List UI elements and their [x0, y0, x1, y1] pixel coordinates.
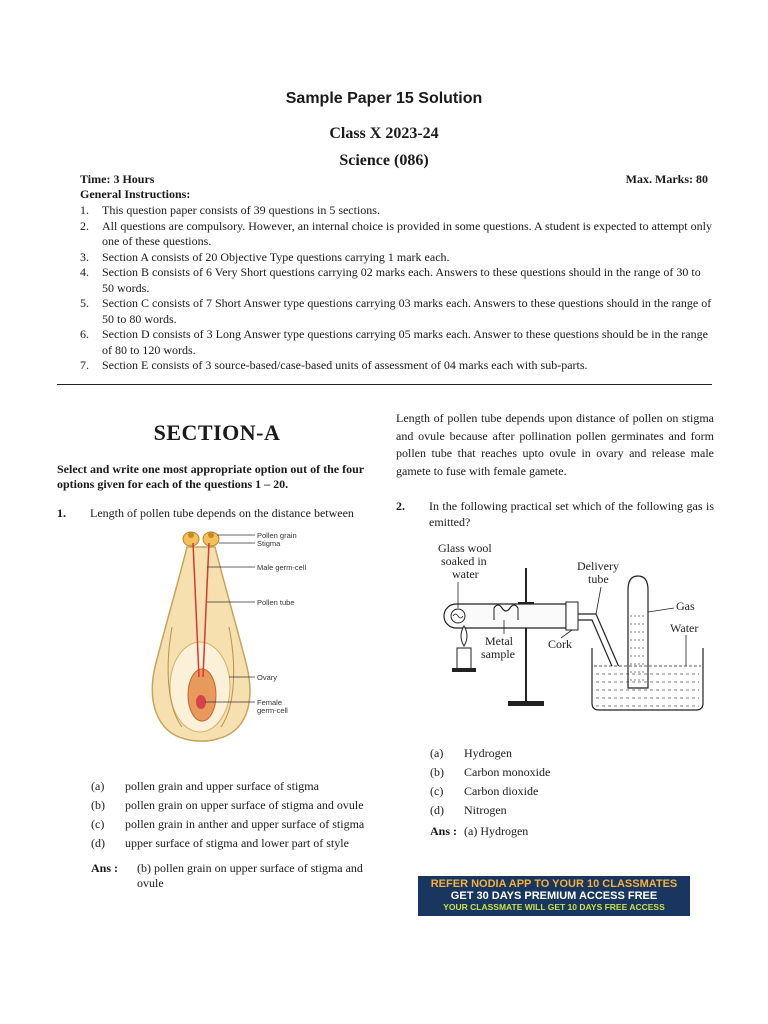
label-pollen-grain: Pollen grain [257, 531, 297, 540]
instructions-list [80, 203, 714, 374]
instruction-item [80, 327, 714, 358]
instruction-item [80, 203, 714, 219]
promo-banner[interactable] [418, 876, 690, 916]
label-cork: Cork [548, 637, 572, 651]
question-number: 2. [396, 499, 405, 513]
instruction-text: Section A consists of 20 Objective Type questions carrying 1 mark each. [102, 249, 450, 264]
gas-apparatus-figure [396, 538, 714, 738]
option-item [57, 779, 377, 794]
instruction-num: 6. [80, 327, 89, 341]
instruction-item [80, 219, 714, 250]
option-text: Carbon dioxide [464, 784, 539, 798]
answer-label: Ans : [91, 861, 119, 875]
q1-explanation: Length of pollen tube depends upon distance of pollen on stigma and ovule because after pollination pollen germinates and form pollen tube that reaches upto ovule in ovary and release male gamete to fuse with female gamete. [396, 411, 714, 478]
instruction-num: 5. [80, 296, 89, 310]
label-delivery-1: Delivery [577, 559, 619, 573]
question-number: 1. [57, 506, 66, 520]
section-a-heading: SECTION-A [153, 420, 281, 445]
instruction-num: 3. [80, 249, 89, 264]
question-1 [57, 506, 377, 521]
label-glass-wool-1: Glass wool [438, 541, 492, 555]
instruction-text: This question paper consists of 39 questions in 5 sections. [102, 203, 380, 217]
banner-line-3: YOUR CLASSMATE WILL GET 10 DAYS FREE ACCESS [443, 902, 665, 912]
option-label: (d) [430, 803, 444, 817]
label-glass-wool-2: soaked in [441, 554, 487, 568]
option-item [396, 784, 714, 799]
label-male-germ-cell: Male germ-cell [257, 563, 307, 572]
q2-options [396, 746, 714, 818]
q1-options [57, 779, 377, 851]
instruction-item [80, 265, 714, 296]
instruction-text: All questions are compulsory. However, an internal choice is provided in some questions. A student is expected to attempt only one of these questions. [102, 218, 712, 248]
header-divider [57, 384, 712, 385]
option-item [57, 836, 377, 851]
option-text: pollen grain in anther and upper surface of stigma [125, 817, 365, 831]
question-text: In the following practical set which of the following gas is emitted? [429, 499, 714, 529]
banner-line-1: REFER NODIA APP TO YOUR 10 CLASSMATES [430, 878, 678, 890]
answer-label: Ans : [430, 824, 458, 838]
option-item [396, 746, 714, 761]
question-2 [396, 498, 714, 530]
option-label: (c) [430, 784, 444, 798]
option-text: Hydrogen [464, 746, 512, 760]
label-delivery-2: tube [588, 572, 609, 586]
label-female-germ-cell-2: germ-cell [257, 706, 288, 715]
option-label: (d) [91, 836, 105, 850]
instruction-item [80, 296, 714, 327]
instruction-num: 2. [80, 218, 89, 233]
instruction-num: 7. [80, 358, 89, 372]
instruction-item [80, 250, 714, 266]
instruction-text: Section C consists of 7 Short Answer type questions carrying 03 marks each. Answers to these questions should in the range of 50 to 80 words. [102, 296, 712, 326]
paper-title: Sample Paper 15 Solution [285, 90, 483, 107]
instruction-num: 1. [80, 203, 89, 217]
subject-line: Science (086) [339, 152, 429, 169]
option-text: Nitrogen [464, 803, 507, 817]
label-glass-wool-3: water [452, 567, 479, 581]
option-item [396, 803, 714, 818]
instruction-text: Section B consists of 6 Very Short questions carrying 02 marks each. Answers to these questions should in the range of 30 to 50 words. [102, 265, 701, 295]
max-marks-label: Max. Marks: 80 [625, 172, 708, 186]
time-label: Time: 3 Hours [80, 172, 155, 186]
answer-text: (a) Hydrogen [464, 824, 529, 838]
option-label: (a) [91, 779, 105, 793]
left-column [57, 400, 377, 891]
q2-answer [396, 824, 714, 839]
option-label: (b) [430, 765, 444, 779]
option-label: (c) [91, 817, 105, 831]
banner-line-2: GET 30 DAYS PREMIUM ACCESS FREE [450, 890, 658, 902]
label-metal-2: sample [481, 647, 515, 661]
instructions-heading: General Instructions: [80, 187, 191, 201]
option-label: (a) [430, 746, 444, 760]
option-text: Carbon monoxide [464, 765, 551, 779]
label-ovary: Ovary [257, 673, 278, 682]
option-label: (b) [91, 798, 105, 812]
instruction-num: 4. [80, 265, 89, 279]
answer-text: (b) pollen grain on upper surface of stigma and ovule [137, 861, 363, 890]
instruction-item [80, 358, 714, 374]
option-text: pollen grain and upper surface of stigma [125, 779, 319, 793]
section-a-instruction: Select and write one most appropriate option out of the four options given for each of the questions 1 – 20. [57, 462, 364, 491]
q1-answer [57, 861, 377, 891]
instruction-text: Section D consists of 3 Long Answer type questions carrying 05 marks each. Answer to these questions should be in the range of 80 to 120 words. [102, 327, 708, 357]
option-item [57, 817, 377, 832]
label-stigma: Stigma [257, 539, 281, 548]
meta-row [80, 172, 708, 187]
question-text: Length of pollen tube depends on the distance between [90, 506, 354, 520]
option-text: upper surface of stigma and lower part of style [125, 836, 349, 850]
pollen-tube-figure [57, 527, 377, 757]
instruction-text: Section E consists of 3 source-based/case-based units of assessment of 04 marks each with sub-parts. [102, 358, 588, 372]
label-gas: Gas [676, 599, 695, 613]
option-text: pollen grain on upper surface of stigma and ovule [125, 798, 364, 812]
option-item [396, 765, 714, 780]
right-column [396, 410, 714, 839]
label-female-germ-cell-1: Female [257, 698, 283, 707]
option-item [57, 798, 377, 813]
class-line: Class X 2023-24 [329, 125, 439, 142]
label-metal-1: Metal [485, 634, 513, 648]
label-pollen-tube: Pollen tube [257, 598, 295, 607]
label-water: Water [670, 621, 699, 635]
